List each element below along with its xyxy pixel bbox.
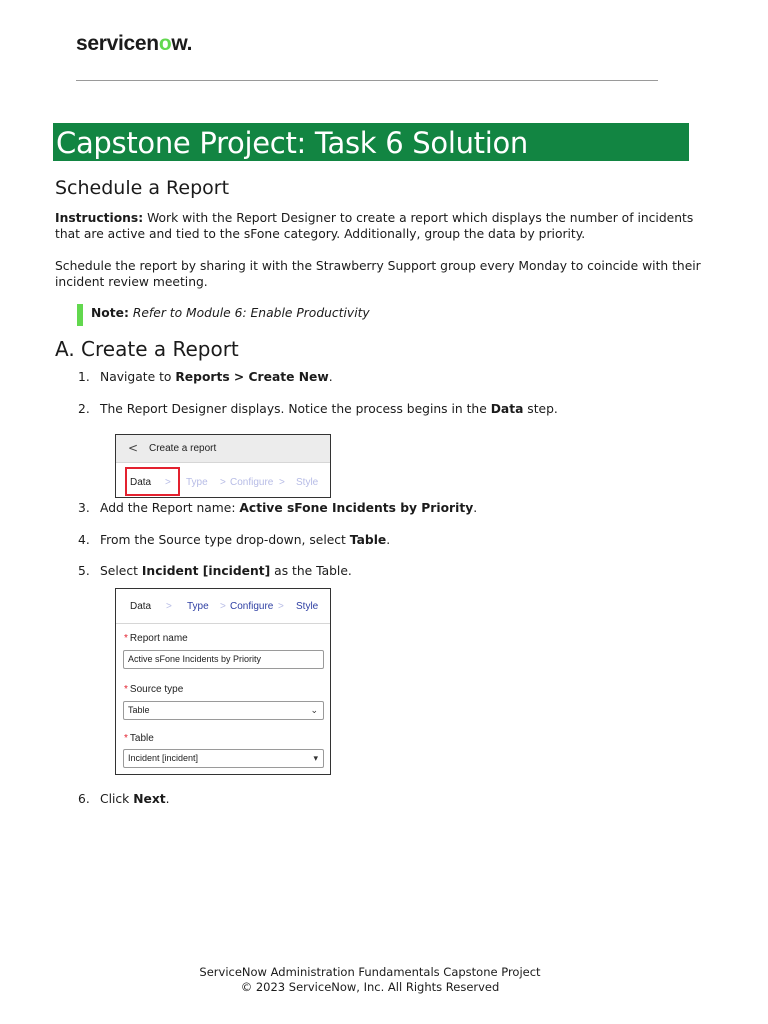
tab-style: Style	[296, 601, 319, 612]
screenshot-header	[116, 435, 330, 463]
part-heading: A. Create a Report	[55, 337, 239, 361]
section-heading: Schedule a Report	[55, 177, 230, 199]
step-3	[78, 501, 477, 515]
step-text: Add the Report name:	[100, 501, 240, 515]
chevron-right-icon: >	[278, 601, 284, 612]
tab-data: Data	[130, 477, 152, 488]
step-text: The Report Designer displays. Notice the process begins in the	[100, 402, 491, 416]
note-accent-bar	[77, 304, 83, 326]
required-icon: *	[124, 633, 128, 644]
note-label: Note:	[91, 306, 129, 320]
tab-type: Type	[186, 477, 208, 488]
tab-configure: Configure	[230, 477, 274, 488]
chevron-right-icon: >	[279, 477, 285, 488]
step-bold: Table	[349, 533, 387, 547]
tab-type: Type	[187, 601, 209, 612]
step-text-end: .	[328, 370, 333, 384]
servicenow-logo	[76, 32, 192, 56]
tab-style: Style	[296, 477, 319, 488]
tabs-divider	[116, 623, 330, 624]
header-divider	[76, 80, 658, 81]
report-name-label	[124, 633, 188, 644]
schedule-text-2: incident review meeting.	[55, 275, 208, 289]
schedule-text-1: Schedule the report by sharing it with the Strawberry Support group every Monday to coincide with their	[55, 259, 701, 273]
source-type-label-text: Source type	[129, 684, 184, 695]
step-text: Navigate to	[100, 370, 176, 384]
page-title: Capstone Project: Task 6 Solution	[56, 126, 529, 160]
instructions-paragraph	[55, 210, 705, 242]
chevron-right-icon: >	[166, 601, 172, 612]
table-select	[123, 749, 324, 768]
step-bold: Reports > Create New	[175, 370, 329, 384]
step-bold: Next	[133, 792, 166, 806]
footer-line-1: ServiceNow Administration Fundamentals Capstone Project	[199, 965, 541, 979]
table-label	[124, 733, 154, 744]
step-number: 3.	[78, 501, 90, 515]
instructions-label: Instructions:	[55, 211, 144, 225]
step-text: Click	[100, 792, 134, 806]
required-icon: *	[124, 733, 128, 744]
step-text: Select	[100, 564, 142, 578]
step-bold: Incident [incident]	[141, 564, 271, 578]
step-number: 2.	[78, 402, 90, 416]
table-value: Incident [incident]	[128, 753, 199, 763]
step-6	[78, 792, 170, 806]
required-icon: *	[124, 684, 128, 695]
step-text-end: .	[165, 792, 170, 806]
chevron-down-icon: ⌄	[310, 705, 318, 715]
table-label-text: Table	[129, 733, 154, 744]
step-4	[78, 533, 390, 547]
chevron-right-icon: >	[165, 477, 171, 488]
source-type-value: Table	[128, 705, 150, 715]
step-text-end: .	[386, 533, 391, 547]
chevron-left-icon: <	[128, 441, 139, 455]
schedule-paragraph	[55, 258, 705, 290]
logo-suffix: w.	[171, 32, 193, 55]
report-name-field: Active sFone Incidents by Priority	[123, 650, 324, 669]
instructions-text-2: that are active and tied to the sFone category. Additionally, group the data by priority.	[55, 227, 586, 241]
report-form-screenshot	[115, 588, 331, 775]
step-5	[78, 564, 352, 578]
source-type-select	[123, 701, 324, 720]
step-number: 4.	[78, 533, 90, 547]
create-report-screenshot	[115, 434, 331, 498]
instructions-text-1: Work with the Report Designer to create a report which displays the number of incidents	[143, 211, 694, 225]
step-text-end: .	[473, 501, 478, 515]
note	[91, 306, 370, 320]
step-text-end: as the Table.	[270, 564, 352, 578]
title-banner	[53, 123, 689, 161]
data-step-highlight	[125, 467, 180, 496]
chevron-right-icon: >	[220, 477, 226, 488]
step-number: 1.	[78, 370, 90, 384]
step-2	[78, 402, 558, 416]
step-number: 5.	[78, 564, 90, 578]
chevron-right-icon: >	[220, 601, 226, 612]
step-number: 6.	[78, 792, 90, 806]
step-bold: Data	[490, 402, 524, 416]
report-name-label-text: Report name	[129, 633, 188, 644]
note-text: Refer to Module 6: Enable Productivity	[132, 306, 370, 320]
step-1	[78, 370, 333, 384]
logo-prefix: servicen	[76, 32, 159, 55]
step-bold: Active sFone Incidents by Priority	[239, 501, 474, 515]
caret-down-icon: ▾	[313, 753, 318, 763]
source-type-label	[124, 684, 183, 695]
footer-line-2: © 2023 ServiceNow, Inc. All Rights Reserved	[240, 980, 500, 994]
step-text-end: step.	[523, 402, 558, 416]
tab-data: Data	[130, 601, 152, 612]
tab-configure: Configure	[230, 601, 274, 612]
logo-o: o	[158, 32, 172, 55]
screenshot-header-title: Create a report	[149, 443, 217, 454]
step-text: From the Source type drop-down, select	[100, 533, 350, 547]
